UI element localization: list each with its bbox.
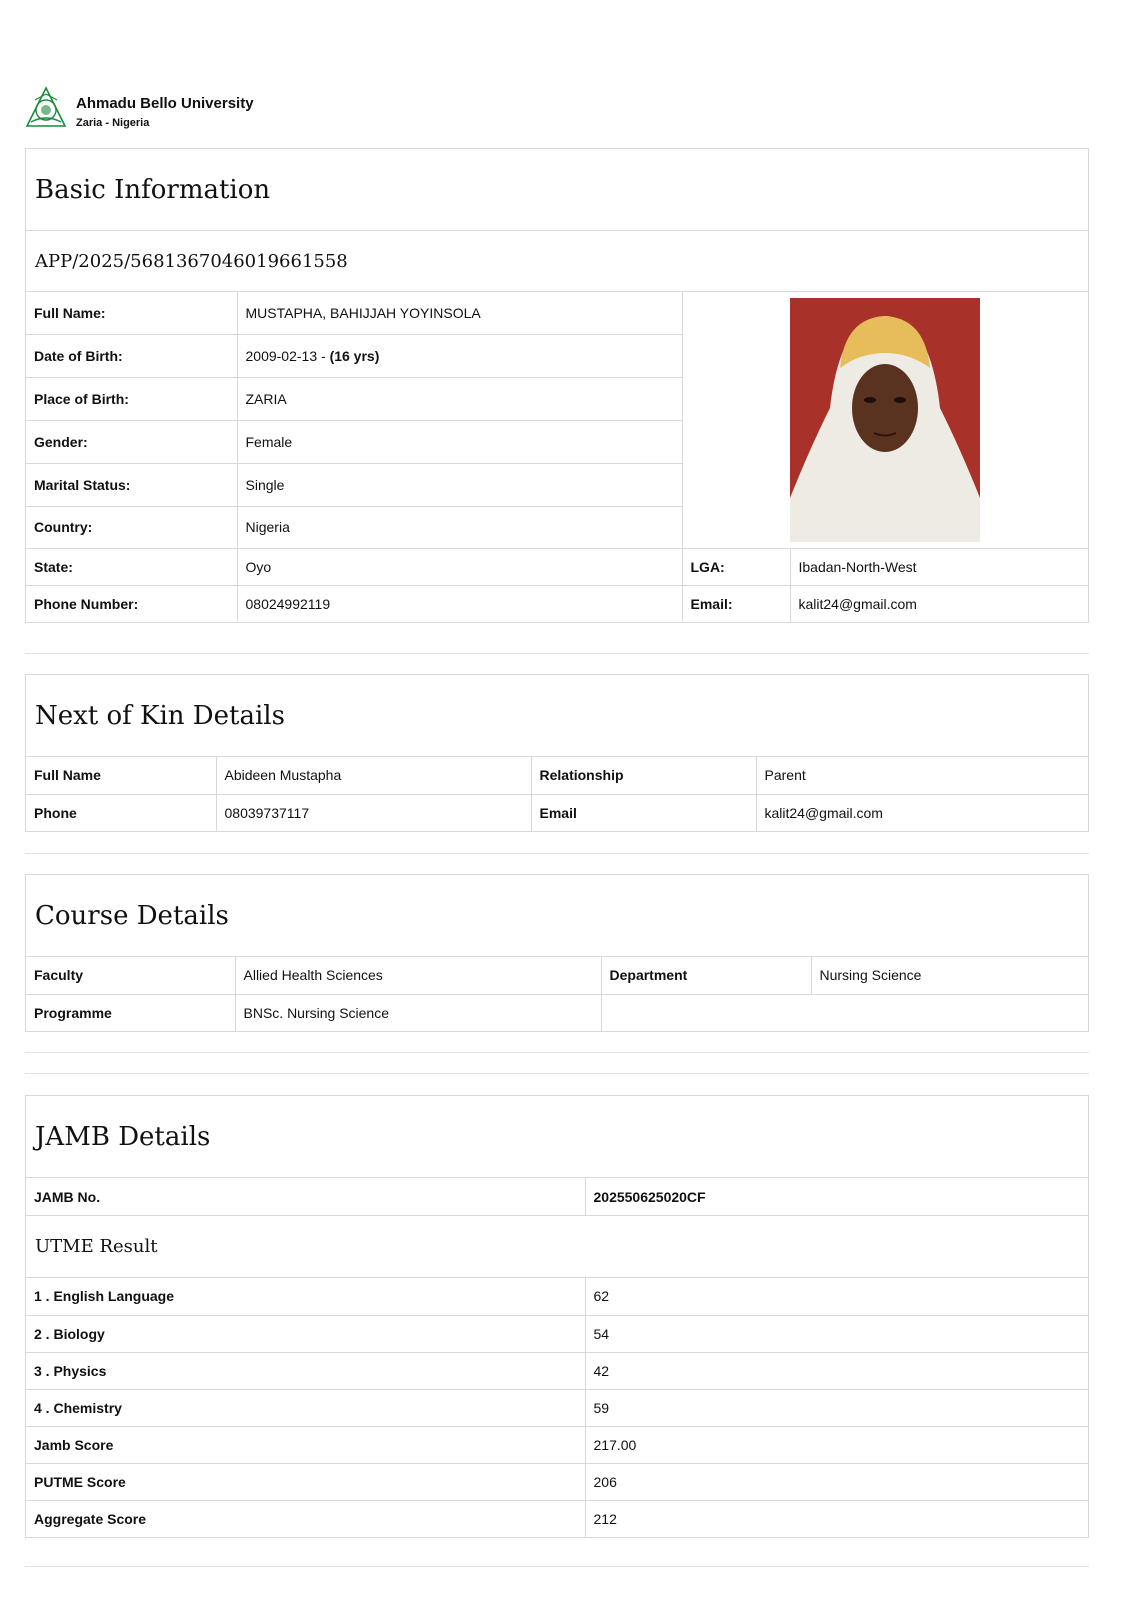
lga-label: LGA: [682, 548, 790, 585]
kin-email-value: kalit24@gmail.com [756, 794, 1088, 831]
age: (16 yrs) [329, 347, 380, 364]
lga-value: Ibadan-North-West [790, 548, 1088, 585]
utme-result-title: UTME Result [26, 1215, 1088, 1278]
next-of-kin-table [26, 757, 1088, 831]
place-of-birth-value: ZARIA [237, 377, 682, 420]
divider [25, 1073, 1089, 1074]
basic-information-title: Basic Information [26, 149, 1088, 231]
jamb-number-value: 202550625020CF [585, 1178, 1088, 1215]
jamb-score-label: Jamb Score [26, 1426, 585, 1463]
jamb-score-value: 217.00 [585, 1426, 1088, 1463]
course-details-table [26, 957, 1088, 1031]
aggregate-score-value: 212 [585, 1500, 1088, 1537]
jamb-number-table [26, 1178, 1088, 1215]
empty-cell [601, 994, 1088, 1031]
putme-score-value: 206 [585, 1463, 1088, 1500]
marital-status-value: Single [237, 463, 682, 506]
programme-label: Programme [26, 994, 235, 1031]
jamb-number-label: JAMB No. [26, 1178, 585, 1215]
gender-value: Female [237, 420, 682, 463]
basic-information-card [25, 148, 1089, 623]
jamb-details-title: JAMB Details [26, 1096, 1088, 1178]
full-name-label: Full Name: [26, 292, 237, 334]
page-header [25, 86, 254, 130]
aggregate-score-label: Aggregate Score [26, 1500, 585, 1537]
university-logo [25, 86, 67, 130]
date-of-birth-label: Date of Birth: [26, 334, 237, 377]
putme-score-label: PUTME Score [26, 1463, 585, 1500]
course-details-title: Course Details [26, 875, 1088, 957]
course-details-card [25, 874, 1089, 1032]
subject-label: 2 . Biology [26, 1315, 585, 1352]
kin-name-label: Full Name [26, 757, 216, 794]
phone-number-label: Phone Number: [26, 585, 237, 622]
subject-score: 59 [585, 1389, 1088, 1426]
gender-label: Gender: [26, 420, 237, 463]
jamb-details-card [25, 1095, 1089, 1538]
email-value: kalit24@gmail.com [790, 585, 1088, 622]
faculty-value: Allied Health Sciences [235, 957, 601, 994]
subject-label: 1 . English Language [26, 1278, 585, 1315]
faculty-label: Faculty [26, 957, 235, 994]
utme-result-table [26, 1278, 1088, 1537]
subject-score: 42 [585, 1352, 1088, 1389]
place-of-birth-label: Place of Birth: [26, 377, 237, 420]
department-label: Department [601, 957, 811, 994]
next-of-kin-card [25, 674, 1089, 832]
kin-email-label: Email [531, 794, 756, 831]
date-of-birth: 2009-02-13 - [245, 347, 330, 364]
basic-information-table [26, 292, 1088, 622]
application-number: APP/2025/5681367046019661558 [26, 231, 1088, 292]
kin-relationship-value: Parent [756, 757, 1088, 794]
state-label: State: [26, 548, 237, 585]
university-location: Zaria - Nigeria [76, 117, 150, 129]
next-of-kin-title: Next of Kin Details [26, 675, 1088, 757]
applicant-photo [790, 298, 980, 542]
programme-value: BNSc. Nursing Science [235, 994, 601, 1031]
full-name-value: MUSTAPHA, BAHIJJAH YOYINSOLA [237, 292, 682, 334]
kin-phone-value: 08039737117 [216, 794, 531, 831]
kin-phone-label: Phone [26, 794, 216, 831]
country-label: Country: [26, 506, 237, 548]
subject-score: 62 [585, 1278, 1088, 1315]
subject-label: 4 . Chemistry [26, 1389, 585, 1426]
divider [25, 1052, 1089, 1053]
subject-label: 3 . Physics [26, 1352, 585, 1389]
university-name: Ahmadu Bello University [76, 95, 254, 112]
phone-number-value: 08024992119 [237, 585, 682, 622]
kin-name-value: Abideen Mustapha [216, 757, 531, 794]
divider [25, 1566, 1089, 1567]
photo-cell [682, 292, 1088, 548]
country-value: Nigeria [237, 506, 682, 548]
divider [25, 853, 1089, 854]
department-value: Nursing Science [811, 957, 1088, 994]
kin-relationship-label: Relationship [531, 757, 756, 794]
subject-score: 54 [585, 1315, 1088, 1352]
marital-status-label: Marital Status: [26, 463, 237, 506]
date-of-birth-value [237, 334, 682, 377]
divider [25, 653, 1089, 654]
state-value: Oyo [237, 548, 682, 585]
email-label: Email: [682, 585, 790, 622]
